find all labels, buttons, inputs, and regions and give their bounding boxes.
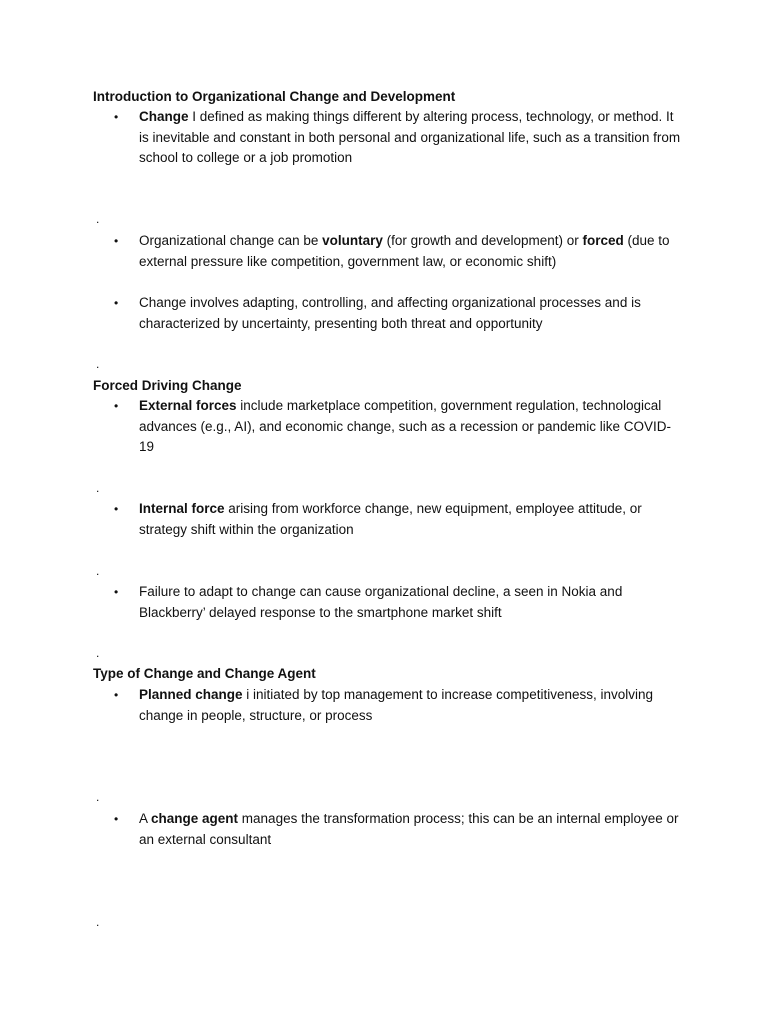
term-change: Change [139, 109, 189, 124]
list-item-external-forces [139, 396, 684, 458]
bullet-icon: • [114, 110, 119, 124]
list-item-change-definition [139, 107, 684, 169]
term-voluntary: voluntary [322, 233, 383, 248]
bullet-icon: • [114, 812, 119, 826]
term-change-agent: change agent [151, 811, 239, 826]
list-item-planned-change [139, 685, 684, 726]
list-item-internal-force [139, 499, 684, 540]
item-text: include marketplace competition, government regulation, technological advances (e.g., AI), and economic change, such as a recession or pandemic like COVID-19 [139, 398, 672, 454]
stray-dot: . [96, 481, 100, 495]
stray-dot: . [96, 357, 100, 371]
term-external-forces: External forces [139, 398, 237, 413]
item-text: I defined as making things different by altering process, technology, or method. It is inevitable and constant in both personal and organizational life, such as a transition from school to college or a job promotion [139, 109, 681, 165]
list-item-voluntary-forced [139, 231, 684, 272]
list-item-failure-to-adapt: Failure to adapt to change can cause organizational decline, a seen in Nokia and Blackberry’ delayed response to the smartphone market shift [139, 584, 623, 620]
bullet-icon: • [114, 234, 119, 248]
term-forced: forced [582, 233, 624, 248]
item-text: Organizational change can be [139, 233, 323, 248]
bullet-icon: • [114, 296, 119, 310]
item-text: A [139, 811, 152, 826]
item-text: (due to external pressure like competition, government law, or economic shift) [139, 233, 670, 269]
bullet-icon: • [114, 399, 119, 413]
section-heading-forced: Forced Driving Change [93, 378, 242, 393]
stray-dot: . [96, 212, 100, 226]
term-internal-force: Internal force [139, 501, 225, 516]
stray-dot: . [96, 790, 100, 804]
term-planned-change: Planned change [139, 687, 243, 702]
item-text: arising from workforce change, new equipment, employee attitude, or strategy shift within the organization [139, 501, 642, 537]
stray-dot: . [96, 564, 100, 578]
stray-dot: . [96, 915, 100, 929]
section-heading-intro: Introduction to Organizational Change and Development [93, 89, 456, 104]
item-text: i initiated by top management to increase competitiveness, involving change in people, structure, or process [139, 687, 654, 723]
list-item-change-agent [139, 809, 684, 850]
stray-dot: . [96, 646, 100, 660]
item-text: manages the transformation process; this can be an internal employee or an external consultant [139, 811, 679, 847]
bullet-icon: • [114, 688, 119, 702]
section-heading-types: Type of Change and Change Agent [93, 666, 316, 681]
item-text: (for growth and development) or [382, 233, 583, 248]
bullet-icon: • [114, 502, 119, 516]
bullet-icon: • [114, 585, 119, 599]
list-item-change-involves: Change involves adapting, controlling, and affecting organizational processes and is characterized by uncertainty, presenting both threat and opportunity [139, 295, 641, 331]
